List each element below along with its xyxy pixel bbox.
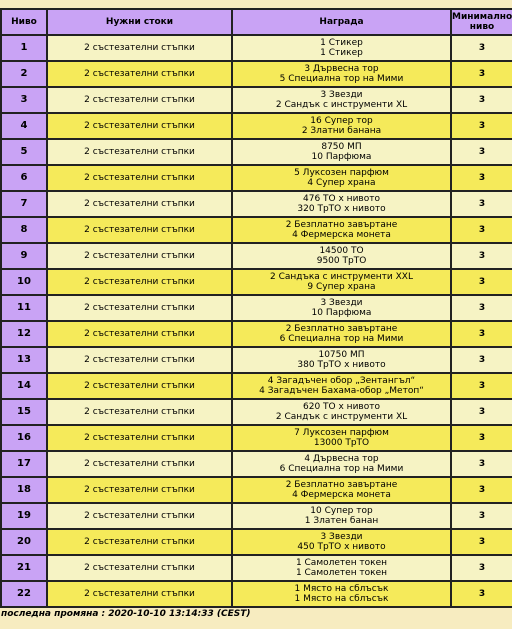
min-level-cell: 3 (452, 296, 512, 320)
reward-cell (233, 296, 450, 320)
min-level-cell: 3 (452, 166, 512, 190)
reward-line-1: 1 Място на сблъсък (294, 584, 389, 594)
table-header-row (2, 10, 512, 34)
level-cell: 8 (2, 218, 46, 242)
reward-line-2: 450 ТрТО х нивото (297, 542, 386, 552)
min-level-cell: 3 (452, 426, 512, 450)
table-row (2, 504, 512, 528)
table-row (2, 426, 512, 450)
reward-line-2: 6 Специална тор на Мими (279, 464, 404, 474)
goods-cell: 2 състезателни стъпки (48, 218, 231, 242)
goods-cell: 2 състезателни стъпки (48, 530, 231, 554)
header-level: Ниво (2, 10, 46, 34)
reward-line-1: 2 Безплатно завъртане (285, 220, 398, 230)
table-row (2, 348, 512, 372)
level-cell: 17 (2, 452, 46, 476)
table-row (2, 556, 512, 580)
min-level-cell: 3 (452, 140, 512, 164)
goods-cell: 2 състезателни стъпки (48, 504, 231, 528)
reward-line-2: 6 Специална тор на Мими (279, 334, 404, 344)
goods-cell: 2 състезателни стъпки (48, 348, 231, 372)
reward-line-1: 8750 МП (321, 142, 362, 152)
level-cell: 7 (2, 192, 46, 216)
reward-line-1: 620 ТО х нивото (303, 402, 380, 412)
reward-line-2: 4 Фермерска монета (292, 230, 391, 240)
goods-cell: 2 състезателни стъпки (48, 192, 231, 216)
header-goods: Нужни стоки (48, 10, 231, 34)
level-cell: 4 (2, 114, 46, 138)
reward-cell (233, 244, 450, 268)
goods-cell: 2 състезателни стъпки (48, 114, 231, 138)
table-row (2, 88, 512, 112)
reward-line-1: 3 Звезди (320, 532, 363, 542)
reward-line-2: 1 Стикер (320, 48, 363, 58)
reward-line-2: 10 Парфюма (311, 308, 372, 318)
goods-cell: 2 състезателни стъпки (48, 556, 231, 580)
reward-line-1: 4 Загадъчен обор „Зентангъл“ (267, 376, 416, 386)
min-level-cell: 3 (452, 114, 512, 138)
min-level-cell: 3 (452, 244, 512, 268)
goods-cell: 2 състезателни стъпки (48, 452, 231, 476)
goods-cell: 2 състезателни стъпки (48, 88, 231, 112)
header-min-level-line2: ниво (469, 22, 495, 32)
level-cell: 10 (2, 270, 46, 294)
reward-line-2: 4 Фермерска монета (292, 490, 391, 500)
min-level-cell: 3 (452, 218, 512, 242)
goods-cell: 2 състезателни стъпки (48, 374, 231, 398)
reward-cell (233, 582, 450, 606)
level-cell: 21 (2, 556, 46, 580)
reward-line-1: 1 Стикер (320, 38, 363, 48)
reward-line-1: 16 Супер тор (310, 116, 373, 126)
reward-line-2: 13000 ТрТО (313, 438, 370, 448)
reward-cell (233, 62, 450, 86)
level-cell: 5 (2, 140, 46, 164)
goods-cell: 2 състезателни стъпки (48, 36, 231, 60)
reward-cell (233, 348, 450, 372)
reward-line-1: 3 Звезди (320, 298, 363, 308)
table-row (2, 140, 512, 164)
reward-line-2: 9500 ТрТО (316, 256, 367, 266)
reward-cell (233, 192, 450, 216)
reward-line-2: 2 Сандък с инструменти XL (275, 412, 408, 422)
reward-line-1: 2 Безплатно завъртане (285, 480, 398, 490)
min-level-cell: 3 (452, 582, 512, 606)
reward-cell (233, 218, 450, 242)
reward-line-1: 4 Дървесна тор (304, 454, 379, 464)
reward-line-2: 10 Парфюма (311, 152, 372, 162)
reward-line-1: 10 Супер тор (310, 506, 373, 516)
level-cell: 14 (2, 374, 46, 398)
table-row (2, 114, 512, 138)
reward-line-2: 1 Място на сблъсък (294, 594, 389, 604)
reward-cell (233, 166, 450, 190)
reward-line-1: 3 Звезди (320, 90, 363, 100)
reward-cell (233, 374, 450, 398)
level-cell: 1 (2, 36, 46, 60)
reward-line-1: 10750 МП (318, 350, 365, 360)
level-cell: 18 (2, 478, 46, 502)
goods-cell: 2 състезателни стъпки (48, 296, 231, 320)
reward-line-1: 2 Безплатно завъртане (285, 324, 398, 334)
min-level-cell: 3 (452, 322, 512, 346)
header-min-level (452, 10, 512, 34)
reward-line-2: 2 Златни банана (301, 126, 382, 136)
table-row (2, 296, 512, 320)
level-cell: 9 (2, 244, 46, 268)
reward-line-1: 1 Самолетен токен (295, 558, 388, 568)
table-row (2, 400, 512, 424)
reward-line-2: 1 Златен банан (304, 516, 379, 526)
last-modified: последна промяна : 2020-10-10 13:14:33 (CEST) (1, 609, 251, 619)
table-row (2, 192, 512, 216)
reward-cell (233, 556, 450, 580)
reward-cell (233, 140, 450, 164)
reward-line-1: 7 Луксозен парфюм (294, 428, 389, 438)
table-row (2, 374, 512, 398)
min-level-cell: 3 (452, 478, 512, 502)
reward-line-2: 9 Супер храна (307, 282, 376, 292)
level-cell: 22 (2, 582, 46, 606)
level-cell: 15 (2, 400, 46, 424)
reward-line-2: 2 Сандък с инструменти XL (275, 100, 408, 110)
reward-line-2: 4 Загадъчен Бахама-обор „Метоп“ (259, 386, 424, 396)
reward-cell (233, 36, 450, 60)
reward-cell (233, 530, 450, 554)
min-level-cell: 3 (452, 556, 512, 580)
reward-line-2: 4 Супер храна (307, 178, 376, 188)
goods-cell: 2 състезателни стъпки (48, 322, 231, 346)
header-reward: Награда (233, 10, 450, 34)
level-cell: 3 (2, 88, 46, 112)
min-level-cell: 3 (452, 192, 512, 216)
min-level-cell: 3 (452, 36, 512, 60)
goods-cell: 2 състезателни стъпки (48, 270, 231, 294)
reward-cell (233, 478, 450, 502)
level-cell: 16 (2, 426, 46, 450)
min-level-cell: 3 (452, 88, 512, 112)
reward-line-1: 5 Луксозен парфюм (294, 168, 389, 178)
level-cell: 13 (2, 348, 46, 372)
min-level-cell: 3 (452, 348, 512, 372)
min-level-cell: 3 (452, 400, 512, 424)
goods-cell: 2 състезателни стъпки (48, 62, 231, 86)
reward-cell (233, 322, 450, 346)
goods-cell: 2 състезателни стъпки (48, 426, 231, 450)
reward-cell (233, 270, 450, 294)
goods-cell: 2 състезателни стъпки (48, 582, 231, 606)
table-row (2, 166, 512, 190)
min-level-cell: 3 (452, 452, 512, 476)
level-cell: 11 (2, 296, 46, 320)
level-cell: 19 (2, 504, 46, 528)
level-cell: 20 (2, 530, 46, 554)
reward-line-1: 3 Дървесна тор (304, 64, 379, 74)
reward-cell (233, 400, 450, 424)
reward-line-2: 5 Специална тор на Мими (279, 74, 404, 84)
min-level-cell: 3 (452, 270, 512, 294)
table-row (2, 478, 512, 502)
table-row (2, 452, 512, 476)
table-row (2, 36, 512, 60)
header-min-level-line1: Минимално (452, 12, 512, 22)
reward-line-2: 1 Самолетен токен (295, 568, 388, 578)
table-row (2, 322, 512, 346)
reward-cell (233, 452, 450, 476)
table-row (2, 62, 512, 86)
level-cell: 2 (2, 62, 46, 86)
min-level-cell: 3 (452, 530, 512, 554)
reward-line-1: 2 Сандъка с инструменти XXL (270, 272, 413, 282)
goods-cell: 2 състезателни стъпки (48, 400, 231, 424)
levels-table (0, 8, 512, 608)
table-row (2, 530, 512, 554)
goods-cell: 2 състезателни стъпки (48, 166, 231, 190)
goods-cell: 2 състезателни стъпки (48, 244, 231, 268)
reward-cell (233, 114, 450, 138)
goods-cell: 2 състезателни стъпки (48, 140, 231, 164)
goods-cell: 2 състезателни стъпки (48, 478, 231, 502)
table-row (2, 218, 512, 242)
min-level-cell: 3 (452, 374, 512, 398)
reward-cell (233, 504, 450, 528)
table-row (2, 270, 512, 294)
reward-cell (233, 426, 450, 450)
reward-line-1: 476 ТО х нивото (303, 194, 380, 204)
reward-line-1: 14500 ТО (319, 246, 364, 256)
reward-line-2: 320 ТрТО х нивото (297, 204, 386, 214)
reward-cell (233, 88, 450, 112)
min-level-cell: 3 (452, 62, 512, 86)
table-row (2, 244, 512, 268)
table-row (2, 582, 512, 606)
reward-line-2: 380 ТрТО х нивото (297, 360, 386, 370)
level-cell: 6 (2, 166, 46, 190)
level-cell: 12 (2, 322, 46, 346)
min-level-cell: 3 (452, 504, 512, 528)
